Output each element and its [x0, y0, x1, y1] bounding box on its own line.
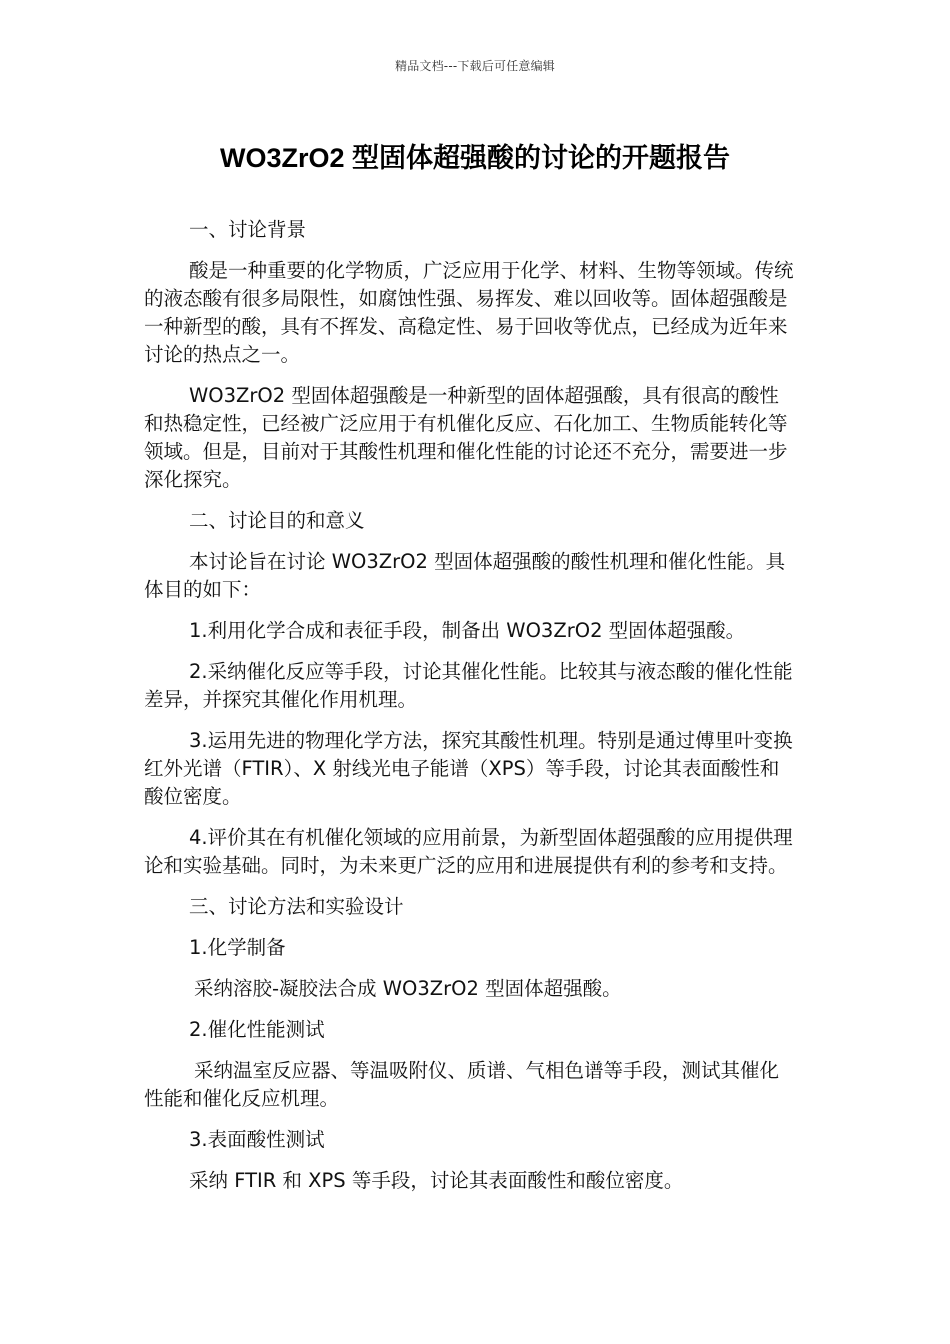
subheading-catalytic-testing: 2.催化性能测试	[189, 1018, 325, 1041]
paragraph-surface-acidity: 采纳 FTIR 和 XPS 等手段，讨论其表面酸性和酸位密度。	[189, 1169, 684, 1192]
document-body	[144, 216, 798, 1208]
list-item-purpose-3: 3.运用先进的物理化学方法，探究其酸性机理。特别是通过傅里叶变换红外光谱（FTIR）、X 射线光电子能谱（XPS）等手段，讨论其表面酸性和酸位密度。	[144, 729, 793, 808]
list-item-purpose-1: 1.利用化学合成和表征手段，制备出 WO3ZrO2 型固体超强酸。	[189, 619, 746, 642]
section-heading-background: 一、讨论背景	[189, 218, 307, 241]
paragraph-purpose-intro: 本讨论旨在讨论 WO3ZrO2 型固体超强酸的酸性机理和催化性能。具体目的如下：	[144, 550, 786, 601]
section-heading-purpose: 二、讨论目的和意义	[189, 509, 365, 532]
paragraph-chemical-preparation: 采纳溶胶-凝胶法合成 WO3ZrO2 型固体超强酸。	[194, 977, 622, 1000]
paragraph-background-2: WO3ZrO2 型固体超强酸是一种新型的固体超强酸，具有很高的酸性和热稳定性，已经被广泛应用于有机催化反应、石化加工、生物质能转化等领域。但是，目前对于其酸性机理和催化性能的讨论还不充分，需要进一步深化探究。	[144, 384, 788, 491]
paragraph-background-1: 酸是一种重要的化学物质，广泛应用于化学、材料、生物等领域。传统的液态酸有很多局限性，如腐蚀性强、易挥发、难以回收等。固体超强酸是一种新型的酸，具有不挥发、高稳定性、易于回收等优点，已经成为近年来讨论的热点之一。	[144, 259, 794, 366]
document-title: WO3ZrO2 型固体超强酸的讨论的开题报告	[219, 143, 731, 173]
list-item-purpose-2: 2.采纳催化反应等手段，讨论其催化性能。比较其与液态酸的催化性能差异，并探究其催化作用机理。	[144, 660, 793, 711]
subheading-surface-acidity: 3.表面酸性测试	[189, 1128, 325, 1151]
paragraph-catalytic-testing: 采纳温室反应器、等温吸附仪、质谱、气相色谱等手段，测试其催化性能和催化反应机理。	[144, 1059, 780, 1110]
list-item-purpose-4: 4.评价其在有机催化领域的应用前景，为新型固体超强酸的应用提供理论和实验基础。同时，为未来更广泛的应用和进展提供有利的参考和支持。	[144, 826, 793, 877]
header-note: 精品文档---下载后可任意编辑	[395, 59, 555, 73]
subheading-chemical-preparation: 1.化学制备	[189, 936, 286, 959]
section-heading-methods: 三、讨论方法和实验设计	[189, 895, 404, 918]
